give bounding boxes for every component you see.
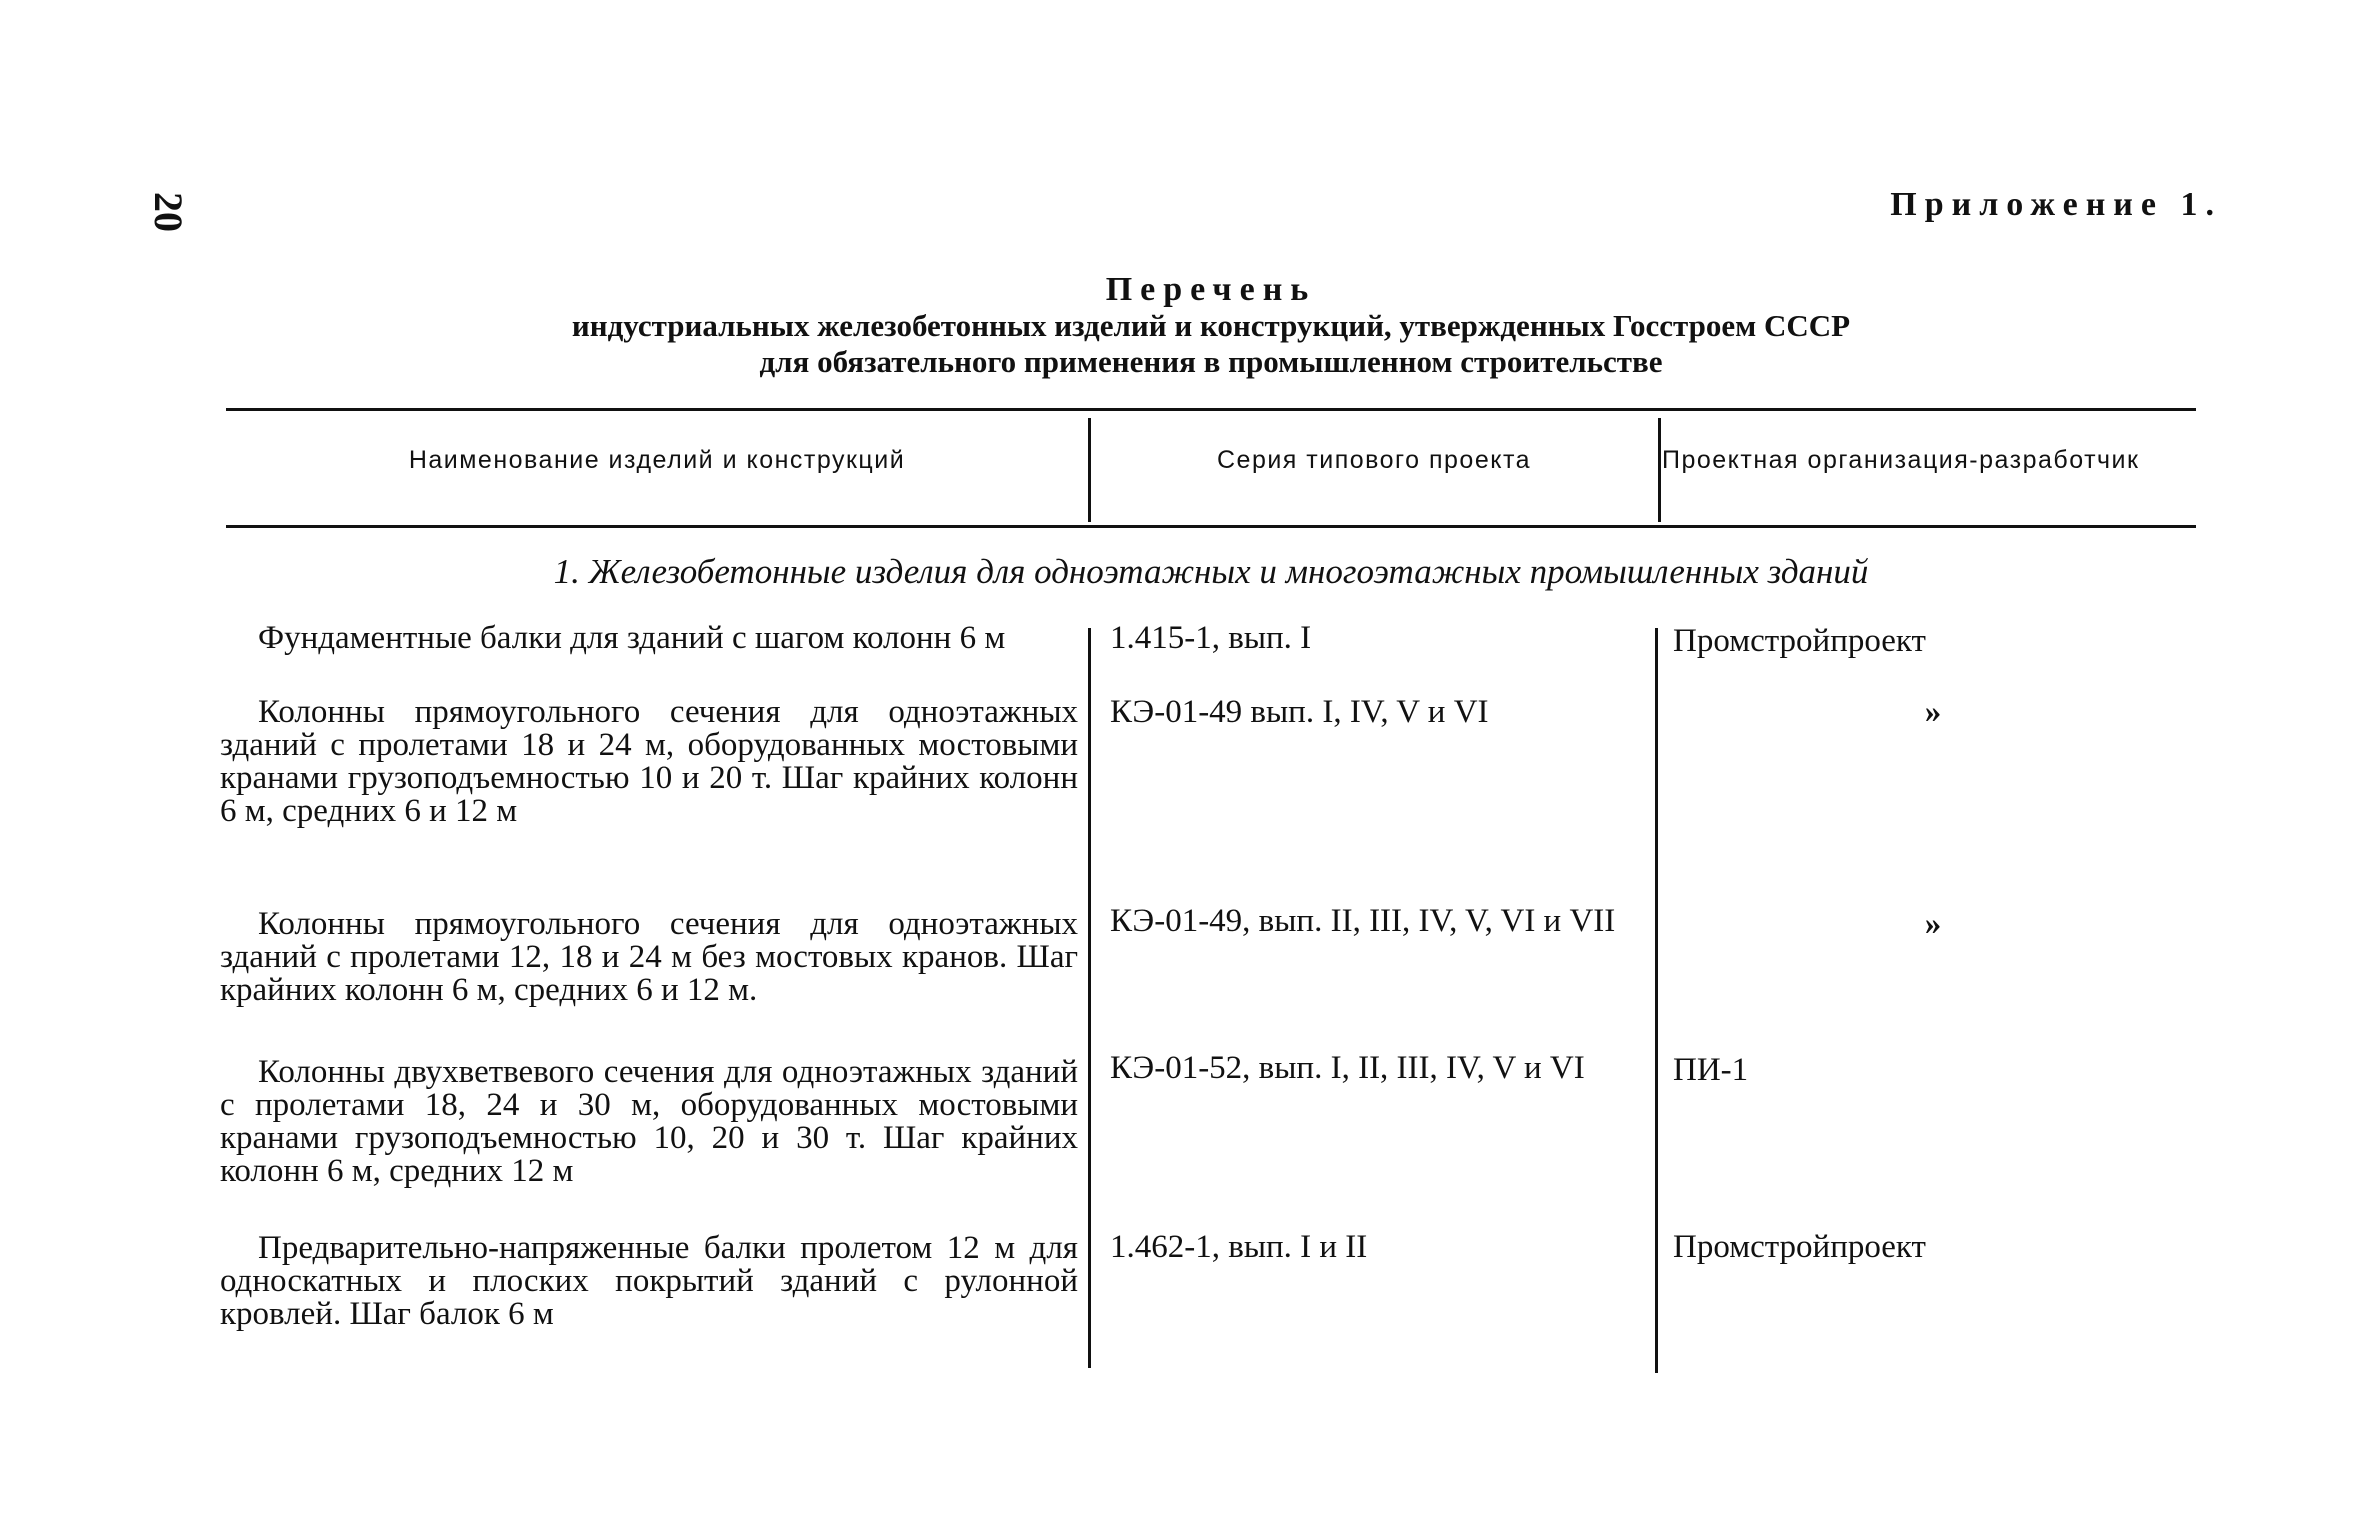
table-row-5-series: 1.462-1, вып. I и II <box>1110 1229 1368 1265</box>
table-row-1-description: Фундаментные балки для зданий с шагом колонн 6 м <box>258 620 1006 656</box>
section-title: 1. Железобетонные изделия для одноэтажных и многоэтажных промышленных зданий <box>553 552 1869 591</box>
table-row-5-organization: Промстройпроект <box>1673 1229 1926 1265</box>
table-row-2-series: КЭ-01-49 вып. I, IV, V и VI <box>1110 694 1489 730</box>
title-main: Перечень <box>1105 271 1317 308</box>
document-title <box>228 272 2194 380</box>
title-line-2: индустриальных железобетонных изделий и конструкций, утвержденных Госстроем СССР <box>571 308 1851 343</box>
header-divider-2 <box>1658 418 1661 522</box>
table-row-4-description: Колонны двухветвевого сечения для одноэтажных зданий с пролетами 18, 24 и 30 м, оборудованных мостовыми кранами грузоподъемностью 10, 20 и 30 т. Шаг крайних колонн 6 м, средних 12 м <box>220 1054 1078 1189</box>
title-line-3: для обязательного применения в промышленном строительстве <box>759 344 1663 379</box>
table-row-2-description: Колонны прямоугольного сечения для одноэтажных зданий с пролетами 18 и 24 м, оборудованных мостовыми кранами грузоподъемностью 10 и 20 т. Шаг крайних колонн 6 м, средних 6 и 12 м <box>220 694 1078 829</box>
table-row-2-organization: » <box>1924 694 1942 730</box>
table-row-3-organization: » <box>1924 906 1942 942</box>
table-top-rule <box>226 408 2196 411</box>
column-header-name: Наименование изделий и конструкций <box>408 446 906 474</box>
header-bottom-rule <box>226 525 2196 528</box>
table-row-4-organization: ПИ-1 <box>1673 1052 1749 1088</box>
body-divider-1 <box>1088 628 1091 1368</box>
table-row-1-organization: Промстройпроект <box>1673 623 1926 659</box>
column-header-series: Серия типового проекта <box>1216 446 1532 474</box>
table-row-5-description: Предварительно-напряженные балки пролетом 12 м для односкатных и плоских покрытий зданий с рулонной кровлей. Шаг балок 6 м <box>220 1230 1078 1332</box>
body-divider-2 <box>1655 628 1658 1373</box>
table-row-3-series: КЭ-01-49, вып. II, III, IV, V, VI и VII <box>1110 903 1616 939</box>
appendix-label: Приложение 1. <box>1890 186 2222 223</box>
table-row-1-series: 1.415-1, вып. I <box>1110 620 1312 656</box>
page-number: 20 <box>146 192 191 232</box>
column-header-organization: Проектная организация-разработчик <box>1662 446 2140 474</box>
table-row-3-description: Колонны прямоугольного сечения для одноэтажных зданий с пролетами 12, 18 и 24 м без мостовых кранов. Шаг крайних колонн 6 м, средних 6 и 12 м. <box>220 906 1078 1008</box>
header-divider-1 <box>1088 418 1091 522</box>
table-row-4-series: КЭ-01-52, вып. I, II, III, IV, V и VI <box>1110 1050 1585 1086</box>
